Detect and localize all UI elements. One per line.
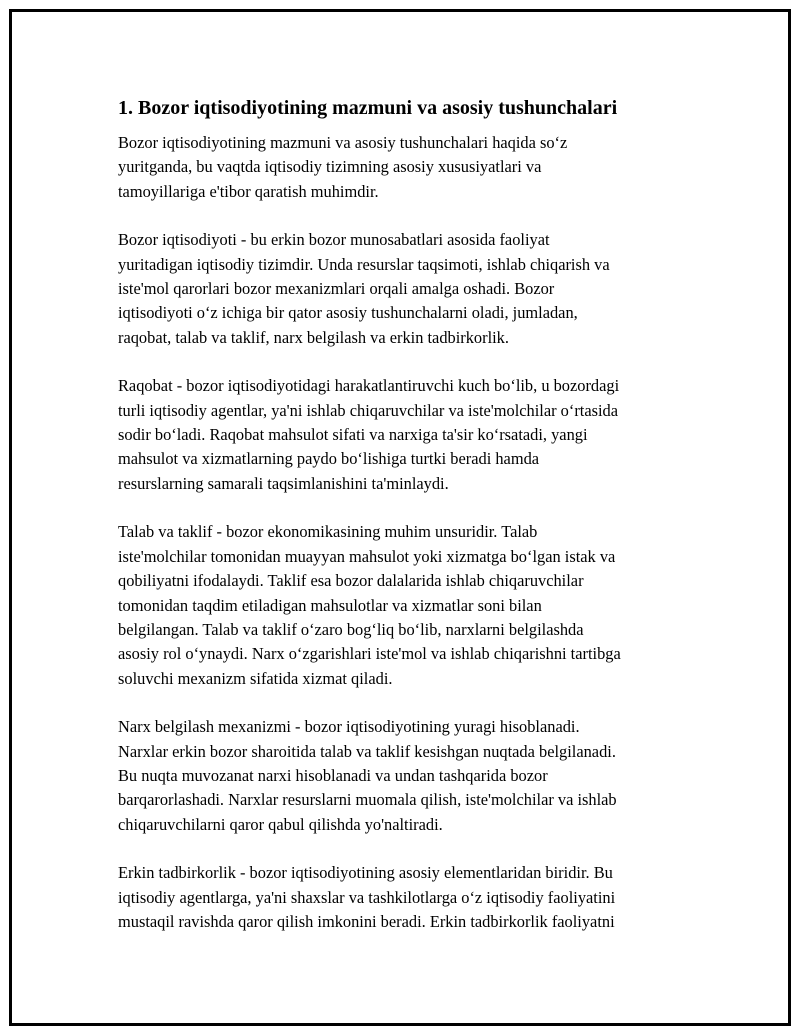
paragraph-pricing: Narx belgilash mexanizmi - bozor iqtisodiyotining yuragi hisoblanadi. Narxlar erkin bozor sharoitida talab va taklif kesishgan nuqtada belgilanadi. Bu nuqta muvozanat narxi hisoblanadi va undan tashqarida bozor barqarorlashadi. Narxlar resurslarni muomala qilish, iste'molchilar va ishlab chiqaruvchilarni qaror qabul qilishda yo'naltiradi. [118,717,617,834]
paragraph-intro: Bozor iqtisodiyotining mazmuni va asosiy tushunchalari haqida so‘z yuritganda, bu vaqtda iqtisodiy tizimning asosiy xususiyatlari va tamoyillariga e'tibor qaratish muhimdir. [118,133,568,201]
paragraph-supply-demand: Talab va taklif - bozor ekonomikasining muhim unsuridir. Talab iste'molchilar tomonidan muayyan mahsulot yoki xizmatga bo‘lgan istak va qobiliyatni ifodalaydi. Taklif esa bozor dalalarida ishlab chiqaruvchilar tomonidan taqdim etiladigan mahsulotlar va xizmatlar soni bilan belgilangan. Talab va taklif o‘zaro bog‘liq bo‘lib, narxlarni belgilashda asosiy rol o‘ynaydi. Narx o‘zgarishlari iste'mol va ishlab chiqarishni tartibga soluvchi mexanizm sifatida xizmat qiladi. [118,522,621,688]
paragraph-free-enterprise: Erkin tadbirkorlik - bozor iqtisodiyotining asosiy elementlaridan biridir. Bu iqtisodiy agentlarga, ya'ni shaxslar va tashkilotlarga o‘z iqtisodiy faoliyatini mustaqil ravishda qaror qilish imkonini beradi. Erkin tadbirkorlik faoliyatni [118,863,616,931]
document-body [118,95,698,958]
section-title: 1. Bozor iqtisodiyotining mazmuni va asosiy tushunchalari [118,97,618,119]
paragraph-market-economy: Bozor iqtisodiyoti - bu erkin bozor munosabatlari asosida faoliyat yuritadigan iqtisodiy tizimdir. Unda resurslar taqsimoti, ishlab chiqarish va iste'mol qarorlari bozor mexanizmlari orqali amalga oshadi. Bozor iqtisodiyoti o‘z ichiga bir qator asosiy tushunchalarni oladi, jumladan, raqobat, talab va taklif, narx belgilash va erkin tadbirkorlik. [118,230,610,347]
paragraph-competition: Raqobat - bozor iqtisodiyotidagi harakatlantiruvchi kuch bo‘lib, u bozordagi turli iqtisodiy agentlar, ya'ni ishlab chiqaruvchilar va iste'molchilar o‘rtasida sodir bo‘ladi. Raqobat mahsulot sifati va narxiga ta'sir ko‘rsatadi, yangi mahsulot va xizmatlarning paydo bo‘lishiga turtki beradi hamda resurslarning samarali taqsimlanishini ta'minlaydi. [118,376,620,493]
